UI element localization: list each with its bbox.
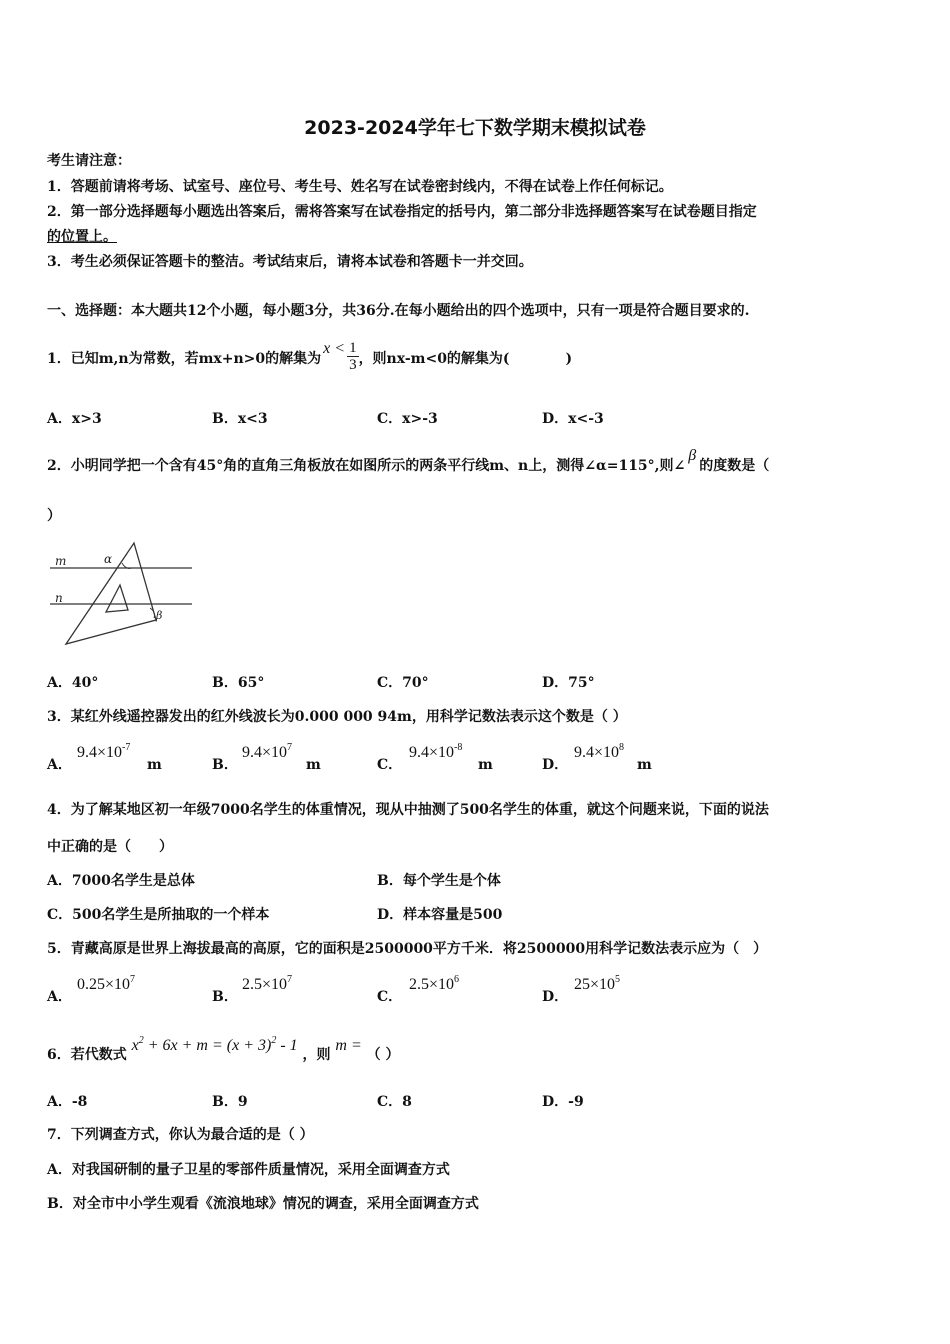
section-heading: 一、选择题：本大题共12个小题，每小题3分，共36分.在每小题给出的四个选项中，只有一项是符合题目要求的. (47, 303, 750, 319)
q2-figure (46, 538, 198, 646)
q4-option-a[interactable]: A．7000名学生是总体 (47, 873, 195, 889)
q3-option-d-base: $9.4\times 10^8$ (574, 742, 625, 761)
q6-option-b[interactable]: B．9 (212, 1094, 248, 1110)
q5-option-a-value: $0.25\times 10^7$ (77, 974, 136, 993)
q2-option-b[interactable]: B．65° (212, 675, 265, 691)
q2-option-c[interactable]: C．70° (377, 675, 429, 691)
label-m: m (55, 554, 67, 568)
q6-option-a[interactable]: A．-8 (47, 1094, 88, 1110)
q3-option-d-label: D． (542, 757, 569, 773)
q3-option-b-base: $9.4\times 10^7$ (242, 742, 293, 761)
q6-text-mid: ，则 (302, 1047, 331, 1063)
question-1 (47, 334, 572, 384)
q3-option-c-base: $9.4\times 10^{-8}$ (409, 742, 463, 761)
q1-option-c[interactable]: C．x>-3 (377, 411, 438, 427)
q2-text: 2．小明同学把一个含有45°角的直角三角板放在如图所示的两条平行线m、n上，测得∠α=115°,则∠ (47, 458, 686, 474)
q4-option-c[interactable]: C．500名学生是所抽取的一个样本 (47, 907, 270, 923)
q4-option-b[interactable]: B．每个学生是个体 (377, 873, 501, 889)
q3-option-a-base: $9.4\times 10^{-7}$ (77, 742, 131, 761)
q4-option-d[interactable]: D．样本容量是500 (377, 907, 503, 923)
question-4-cont: 中正确的是（ ） (47, 839, 173, 855)
q1-option-d[interactable]: D．x<-3 (542, 411, 604, 427)
q5-option-c-label: C． (377, 989, 403, 1005)
notice-heading: 考生请注意： (47, 153, 131, 169)
q3-option-a-unit: m (147, 757, 162, 773)
triangle-inner (106, 585, 128, 612)
notice-item-2-cont: 的位置上。 (47, 229, 117, 245)
label-n: n (55, 591, 63, 605)
q5-option-a-label: A． (47, 989, 72, 1005)
q1-frac-den: 3 (349, 356, 357, 373)
q5-option-b-value: $2.5\times 10^7$ (242, 974, 293, 993)
q1-text-post: ，则nx-m<0的解集为( ) (358, 351, 573, 367)
q5-option-b-label: B． (212, 989, 238, 1005)
notice-item-3: 3．考生必须保证答题卡的整洁。考试结束后，请将本试卷和答题卡一并交回。 (47, 254, 533, 270)
question-3: 3．某红外线遥控器发出的红外线波长为0.000 000 94m，用科学记数法表示这个数是（ ） (47, 709, 627, 725)
q1-fraction (347, 340, 359, 373)
q1-option-a[interactable]: A．x>3 (47, 411, 102, 427)
question-4: 4．为了解某地区初一年级7000名学生的体重情况，现从中抽测了500名学生的体重，就这个问题来说，下面的说法 (47, 802, 769, 818)
q2-text-post: 的度数是（ (699, 458, 770, 474)
q2-beta: β (688, 447, 697, 464)
q1-frac-num: 1 (349, 339, 357, 356)
q6-text-post: （ ） (366, 1047, 400, 1063)
q2-option-d[interactable]: D．75° (542, 675, 595, 691)
q1-text-pre: 1．已知m,n为常数，若mx+n>0的解集为 (47, 351, 322, 367)
q6-m-variable: m = (335, 1037, 362, 1054)
notice-item-1: 1．答题前请将考场、试室号、座位号、考生号、姓名写在试卷密封线内，不得在试卷上作任何标记。 (47, 179, 673, 195)
question-2 (47, 447, 770, 475)
q5-option-d-label: D． (542, 989, 569, 1005)
q5-option-c-value: $2.5\times 10^6$ (409, 974, 460, 993)
q6-text-pre: 6．若代数式 (47, 1047, 127, 1063)
angle-beta-arc (150, 608, 155, 618)
q6-option-c[interactable]: C．8 (377, 1094, 412, 1110)
q7-option-a[interactable]: A．对我国研制的量子卫星的零部件质量情况，采用全面调查方式 (47, 1162, 450, 1178)
q3-option-c-unit: m (478, 757, 493, 773)
q3-option-a-label: A． (47, 757, 72, 773)
q3-option-b-label: B． (212, 757, 238, 773)
q6-option-d[interactable]: D．-9 (542, 1094, 584, 1110)
label-beta: β (156, 609, 163, 622)
q2-option-a[interactable]: A．40° (47, 675, 99, 691)
question-6 (47, 1035, 400, 1064)
question-7: 7．下列调查方式，你认为最合适的是（ ） (47, 1127, 314, 1143)
label-alpha: α (104, 552, 113, 566)
q2-close-paren: ） (47, 508, 61, 524)
notice-item-2: 2．第一部分选择题每小题选出答案后，需将答案写在试卷指定的括号内，第二部分非选择题答案写在试卷题目指定 (47, 204, 757, 220)
q5-option-d-value: $25\times 10^5$ (574, 974, 621, 993)
question-5: 5．青藏高原是世界上海拔最高的高原，它的面积是2500000平方千米．将2500000用科学记数法表示应为（ ） (47, 941, 768, 957)
q1-inequality: x < (323, 340, 346, 357)
q1-option-b[interactable]: B．x<3 (212, 411, 268, 427)
q3-option-d-unit: m (637, 757, 652, 773)
q3-option-b-unit: m (306, 757, 321, 773)
q7-option-b[interactable]: B．对全市中小学生观看《流浪地球》情况的调查，采用全面调查方式 (47, 1196, 479, 1212)
exam-title: 2023-2024学年七下数学期末模拟试卷 (304, 117, 646, 139)
q3-option-c-label: C． (377, 757, 403, 773)
q6-expression: $x^2 + 6x + m = (x + 3)^2 - 1$ (131, 1035, 298, 1054)
